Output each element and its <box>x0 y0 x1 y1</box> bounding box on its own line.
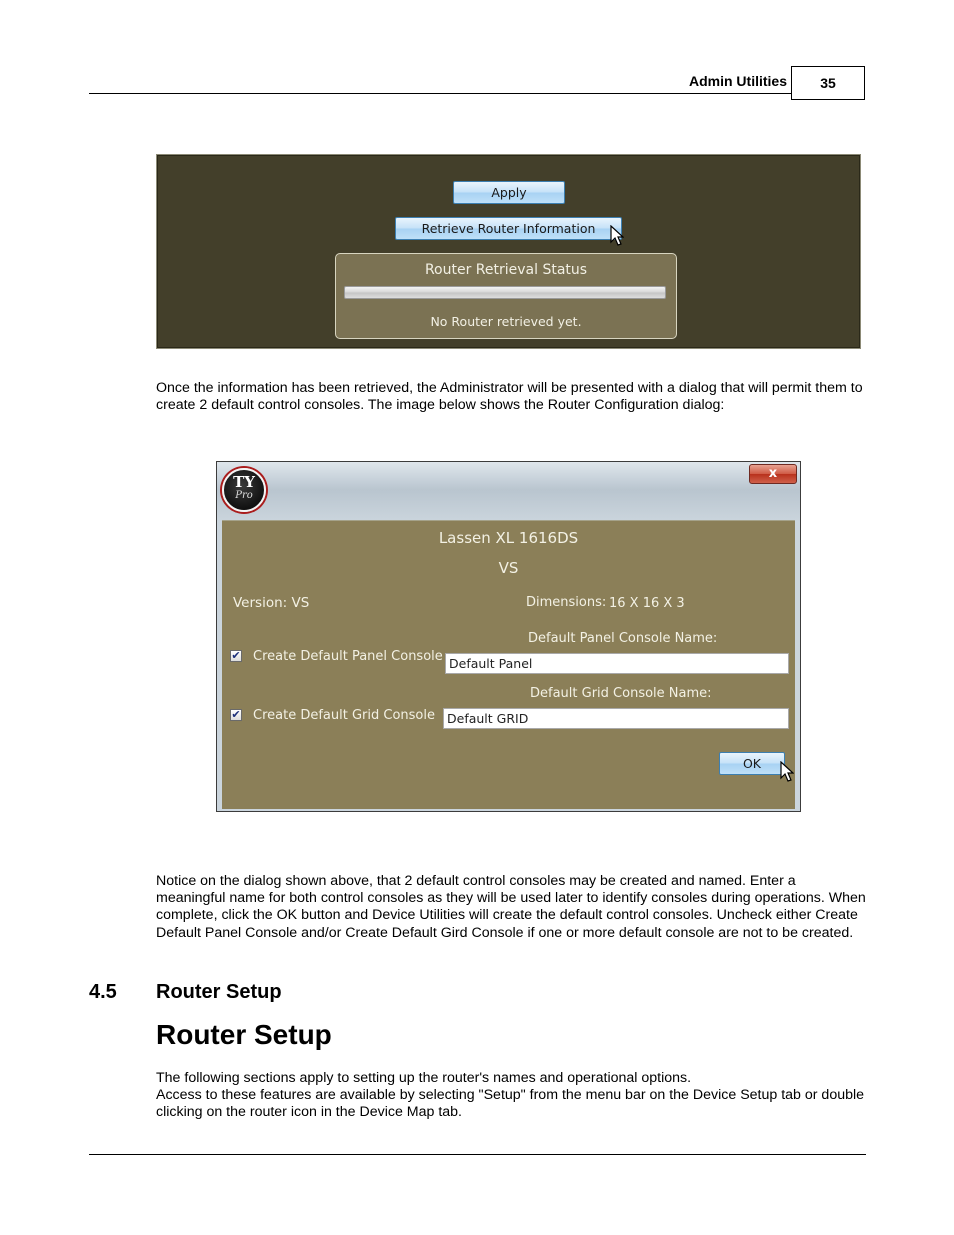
section-number: 4.5 <box>89 981 117 1003</box>
header-section-title: Admin Utilities <box>688 73 787 89</box>
panel-console-name-label: Default Panel Console Name: <box>528 631 718 646</box>
paragraph-router-setup <box>156 1070 866 1122</box>
apply-button[interactable]: Apply <box>453 181 565 204</box>
version-label: Version: VS <box>233 595 310 611</box>
status-group-title: Router Retrieval Status <box>424 262 588 278</box>
logo-text-pro: Pro <box>235 490 253 501</box>
create-panel-console-checkbox[interactable]: ✔ <box>231 649 241 662</box>
create-grid-console-label[interactable]: Create Default Grid Console <box>253 708 435 723</box>
retrieve-router-information-button[interactable]: Retrieve Router Information <box>395 217 622 240</box>
version-heading: VS <box>498 559 519 577</box>
paragraph-router-setup-line2: Access to these features are available by selecting "Setup" from the menu bar on the Device Setup tab or double clicking on the router icon in the Device Map tab. <box>156 1087 865 1121</box>
ok-button[interactable]: OK <box>719 752 785 775</box>
grid-console-name-input[interactable] <box>443 708 789 729</box>
paragraph-router-setup-line1: The following sections apply to setting up the router's names and operational options. <box>156 1070 692 1086</box>
panel-console-name-input[interactable] <box>445 653 789 674</box>
dialog-body <box>222 520 795 809</box>
paragraph-retrieved-info: Once the information has been retrieved, the Administrator will be presented with a dialog that will permit them to create 2 default control consoles. The image below shows the Router Configuration dialog: <box>156 380 863 414</box>
header-divider <box>89 93 791 94</box>
dimensions-label: Dimensions: <box>526 595 607 610</box>
typro-logo-icon <box>222 468 266 512</box>
retrieval-status-message: No Router retrieved yet. <box>430 314 582 329</box>
router-retrieval-screenshot <box>156 154 861 349</box>
grid-console-name-label: Default Grid Console Name: <box>530 686 712 701</box>
page-number: 35 <box>791 66 865 100</box>
paragraph-dialog-notice: Notice on the dialog shown above, that 2 default control consoles may be created and named. Enter a meaningful name for both control consoles as they will be used later to identify consoles during operations. When complete, click the OK button and Device Utilities will create the default control consoles. Uncheck either Create Default Panel Console and/or Create Default Gird Console if one or more default console are not to be created. <box>156 873 866 941</box>
dimensions-value: 16 X 16 X 3 <box>609 596 685 611</box>
create-panel-console-label[interactable]: Create Default Panel Console <box>253 649 443 664</box>
mouse-pointer-icon <box>780 761 794 783</box>
router-configuration-dialog <box>216 461 801 812</box>
mouse-pointer-icon <box>610 225 624 247</box>
close-button[interactable]: x <box>749 464 797 484</box>
page-title: Router Setup <box>156 1019 332 1050</box>
logo-text-ty: TY <box>233 473 255 491</box>
retrieval-progress-bar <box>344 286 666 299</box>
create-grid-console-checkbox[interactable]: ✔ <box>231 708 241 721</box>
router-retrieval-status-group <box>335 253 677 339</box>
device-name: Lassen XL 1616DS <box>438 529 579 547</box>
section-heading: Router Setup <box>156 981 282 1003</box>
footer-divider <box>89 1154 866 1155</box>
